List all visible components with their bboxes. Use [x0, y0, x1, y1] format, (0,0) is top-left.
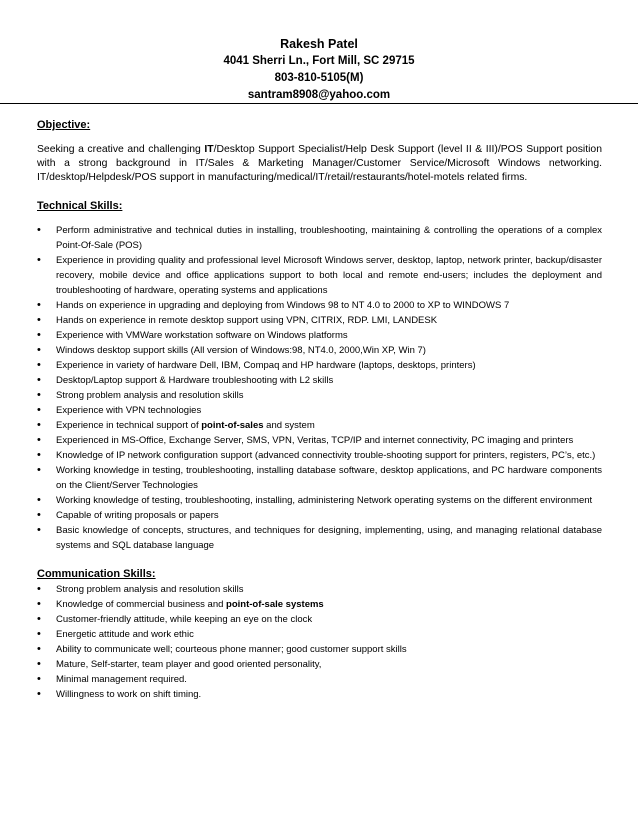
list-item-text: Ability to communicate well; courteous phone manner; good customer support skills — [56, 644, 407, 655]
bullet-icon: • — [37, 643, 41, 655]
bullet-icon: • — [37, 299, 41, 311]
bullet-icon: • — [37, 449, 41, 461]
list-item-text: Experience in variety of hardware Dell, IBM, Compaq and HP hardware (laptops, desktops, printers) — [56, 360, 476, 371]
bullet-icon: • — [37, 598, 41, 610]
list-item-text: Knowledge of commercial business and — [56, 599, 227, 610]
list-item — [37, 672, 602, 687]
list-item-text: Working knowledge of testing, troubleshooting, installing, administering Network operating systems on the different environment — [56, 495, 593, 506]
list-item-text: Perform administrative and technical duties in installing, troubleshooting, maintaining & controlling the operations of a complex Point-Of-Sale (POS) — [56, 225, 602, 251]
bullet-icon: • — [37, 434, 41, 446]
bullet-icon: • — [37, 524, 41, 536]
list-item — [37, 433, 602, 448]
list-item-text: Mature, Self-starter, team player and good oriented personality, — [56, 659, 322, 670]
list-item — [37, 582, 602, 597]
list-item — [37, 373, 602, 388]
bullet-icon: • — [37, 509, 41, 521]
list-item — [37, 253, 602, 298]
technical-skills-heading: Technical Skills: — [37, 200, 123, 212]
resume-header — [0, 36, 638, 104]
candidate-email: santram8908@yahoo.com — [247, 89, 391, 101]
list-item — [37, 328, 602, 343]
objective-heading: Objective: — [37, 119, 91, 131]
bullet-icon: • — [37, 464, 41, 476]
list-item-text: Willingness to work on shift timing. — [56, 689, 202, 700]
bullet-icon: • — [37, 389, 41, 401]
list-item-text: Knowledge of IP network configuration support (advanced connectivity trouble-shooting support for printers, registers, PC’s, etc.) — [56, 450, 596, 461]
list-item-text: Customer-friendly attitude, while keeping an eye on the clock — [56, 614, 313, 625]
list-item-text: Basic knowledge of concepts, structures, and techniques for designing, implementing, using, and managing relational database systems and SQL database language — [56, 525, 602, 551]
objective-text-post: /Desktop Support Specialist/Help Desk Support (level II & III)/POS Support position with a strong background in IT/Sales & Marketing Manager/Customer Service/Microsoft Windows networking. IT/desktop/Helpdesk/POS support in manufacturing/medical/IT/retail/restaurants/hotel-motels related firms. — [37, 144, 602, 183]
list-item — [37, 223, 602, 253]
list-item — [37, 403, 602, 418]
bullet-icon: • — [37, 329, 41, 341]
list-item — [37, 612, 602, 627]
list-item — [37, 298, 602, 313]
list-item — [37, 657, 602, 672]
list-item — [37, 448, 602, 463]
list-item-text: Windows desktop support skills (All version of Windows:98, NT4.0, 2000,Win XP, Win 7) — [56, 345, 426, 356]
bullet-icon: • — [37, 374, 41, 386]
list-item-text: Experience with VMWare workstation software on Windows platforms — [56, 330, 348, 341]
list-item — [37, 687, 602, 702]
list-item-text: Experienced in MS-Office, Exchange Server, SMS, VPN, Veritas, TCP/IP and internet connectivity, PC imaging and printers — [56, 435, 574, 446]
list-item — [37, 463, 602, 493]
bullet-icon: • — [37, 254, 41, 266]
header-divider — [0, 103, 638, 104]
objective-text — [37, 143, 602, 185]
list-item — [37, 627, 602, 642]
list-item — [37, 343, 602, 358]
list-item — [37, 523, 602, 553]
list-item-text: Experience with VPN technologies — [56, 405, 202, 416]
list-item — [37, 388, 602, 403]
technical-skills-list — [37, 223, 602, 553]
candidate-phone: 803-810-5105(M) — [274, 72, 364, 84]
list-item — [37, 642, 602, 657]
list-item-text: Desktop/Laptop support & Hardware troubleshooting with L2 skills — [56, 375, 334, 386]
list-item-text: Capable of writing proposals or papers — [56, 510, 219, 521]
list-item-bold-text: point-of-sale systems — [226, 599, 324, 610]
list-item-text: Hands on experience in remote desktop support using VPN, CITRIX, RDP. LMI, LANDESK — [56, 315, 438, 326]
list-item-text: Energetic attitude and work ethic — [56, 629, 194, 640]
communication-skills-list — [37, 582, 602, 702]
bullet-icon: • — [37, 359, 41, 371]
objective-text-pre: Seeking a creative and challenging — [37, 144, 205, 155]
list-item-text: Experience in technical support of — [56, 420, 202, 431]
bullet-icon: • — [37, 658, 41, 670]
bullet-icon: • — [37, 494, 41, 506]
list-item — [37, 358, 602, 373]
list-item — [37, 597, 602, 612]
list-item-text: Experience in providing quality and professional level Microsoft Windows server, desktop, laptop, network printer, backup/disaster recovery, mobile device and office applications support to both local and remote end-users; includes the deployment and troubleshooting of hardware, operating systems and applications — [56, 255, 602, 296]
bullet-icon: • — [37, 673, 41, 685]
bullet-icon: • — [37, 419, 41, 431]
list-item — [37, 313, 602, 328]
communication-skills-heading: Communication Skills: — [37, 568, 156, 580]
bullet-icon: • — [37, 583, 41, 595]
bullet-icon: • — [37, 688, 41, 700]
resume-body — [37, 118, 602, 702]
list-item-text: Strong problem analysis and resolution skills — [56, 390, 244, 401]
list-item-bold-text: point-of-sales — [201, 420, 264, 431]
list-item-text: Working knowledge in testing, troubleshooting, installing database software, desktop applications, and PC hardware components on the Client/Server Technologies — [56, 465, 602, 491]
list-item — [37, 418, 602, 433]
candidate-address: 4041 Sherri Ln., Fort Mill, SC 29715 — [223, 55, 415, 67]
bullet-icon: • — [37, 314, 41, 326]
candidate-name: Rakesh Patel — [280, 37, 358, 51]
bullet-icon: • — [37, 404, 41, 416]
bullet-icon: • — [37, 628, 41, 640]
bullet-icon: • — [37, 344, 41, 356]
objective-text-bold: IT — [204, 144, 214, 155]
bullet-icon: • — [37, 224, 41, 236]
list-item-text: Minimal management required. — [56, 674, 187, 685]
list-item — [37, 493, 602, 508]
list-item-text: Hands on experience in upgrading and deploying from Windows 98 to NT 4.0 to 2000 to XP to WINDOWS 7 — [56, 300, 510, 311]
list-item-text: Strong problem analysis and resolution skills — [56, 584, 244, 595]
list-item-text-post: and system — [263, 420, 315, 431]
list-item — [37, 508, 602, 523]
bullet-icon: • — [37, 613, 41, 625]
